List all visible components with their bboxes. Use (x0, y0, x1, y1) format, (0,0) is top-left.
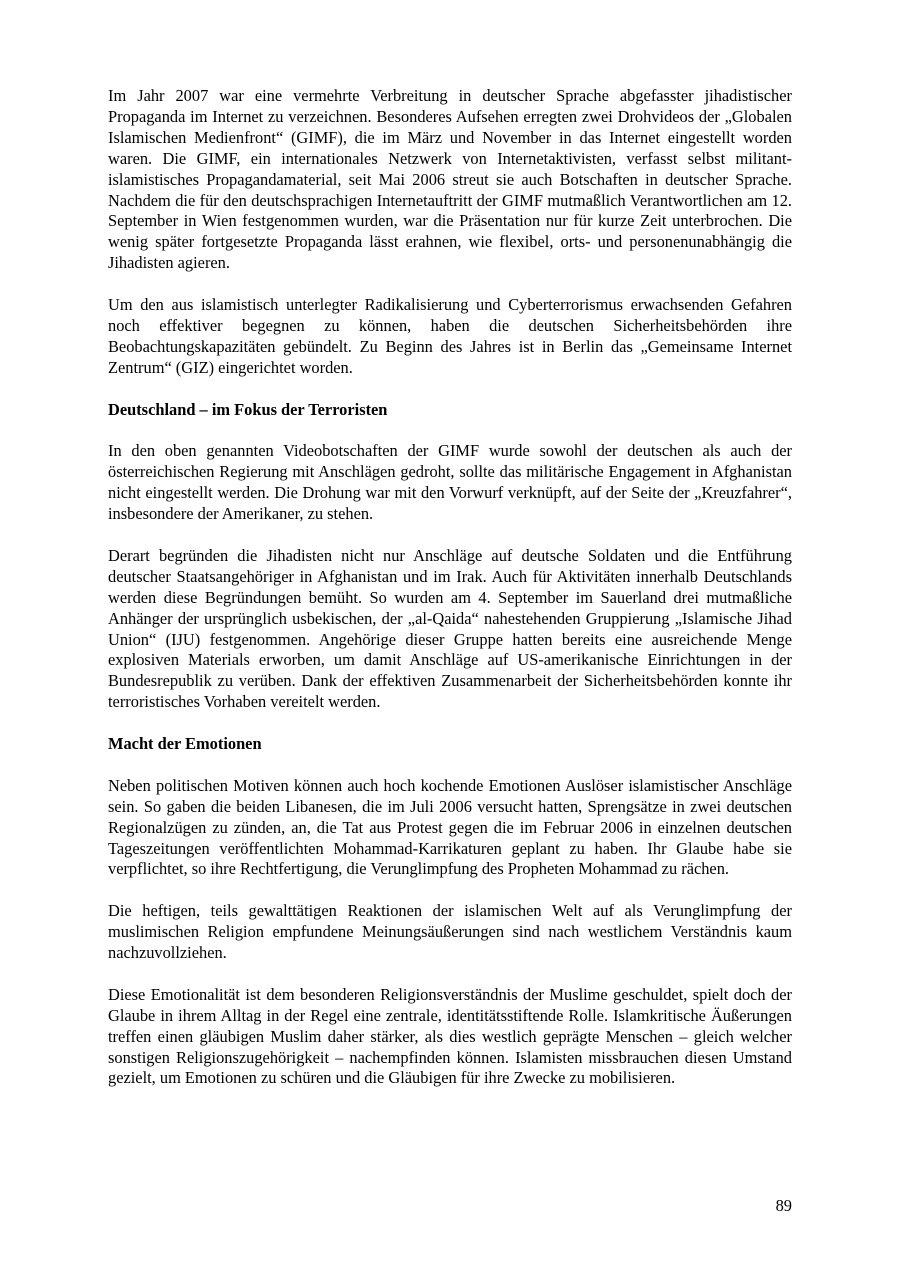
paragraph-giz: Um den aus islamistisch unterlegter Radikalisierung und Cyberterrorismus erwachsenden Gefahren noch effektiver begegnen zu können, haben die deutschen Sicherheitsbehörden ihre Beobachtungskapazitäten gebündelt. Zu Beginn des Jahres ist in Berlin das „Gemeinsame Internet Zentrum“ (GIZ) eingerichtet worden. (108, 295, 792, 377)
paragraph-gimf-propaganda: Im Jahr 2007 war eine vermehrte Verbreitung in deutscher Sprache abgefasster jihadistischer Propaganda im Internet zu verzeichnen. Besonderes Aufsehen erregten zwei Drohvideos der „Globalen Islamischen Medienfront“ (GIMF), die im März und November in das Internet eingestellt worden waren. Die GIMF, ein internationales Netzwerk von Internetaktivisten, verfasst selbst militant-islamistisches Propagandamaterial, seit Mai 2006 streut sie auch Botschaften in deutscher Sprache. Nachdem die für den deutschsprachigen Internetauftritt der GIMF mutmaßlich Verantwortlichen am 12. September in Wien festgenommen wurden, war die Präsentation nur für kurze Zeit unterbrochen. Die wenig später fortgesetzte Propaganda lässt erahnen, wie flexibel, orts- und personenunabhängig die Jihadisten agieren. (108, 86, 792, 273)
document-body (108, 86, 792, 1110)
page-number: 89 (775, 1196, 792, 1215)
section-heading-emotionen: Macht der Emotionen (108, 734, 262, 754)
section-heading-deutschland: Deutschland – im Fokus der Terroristen (108, 399, 388, 419)
paragraph-reaktionen: Die heftigen, teils gewalttätigen Reaktionen der islamischen Welt auf als Verunglimpfung der muslimischen Religion empfundene Meinungsäußerungen sind nach westlichem Verständnis kaum nachzuvollziehen. (108, 901, 792, 963)
paragraph-libanesen: Neben politischen Motiven können auch hoch kochende Emotionen Auslöser islamistischer Anschläge sein. So gaben die beiden Libanesen, die im Juli 2006 versucht hatten, Sprengsätze in zwei deutschen Regionalzügen zu zünden, an, die Tat aus Protest gegen die im Februar 2006 in einzelnen deutschen Tageszeitungen veröffentlichten Mohammad-Karrikaturen geplant zu haben. Ihr Glaube habe sie verpflichtet, so ihre Rechtfertigung, die Verunglimpfung des Propheten Mohammad zu rächen. (108, 775, 792, 879)
paragraph-videobotschaften: In den oben genannten Videobotschaften der GIMF wurde sowohl der deutschen als auch der österreichischen Regierung mit Anschlägen gedroht, sollte das militärische Engagement in Afghanistan nicht eingestellt werden. Die Drohung war mit den Vorwurf verknüpft, auf der Seite der „Kreuzfahrer“, insbesondere der Amerikaner, zu stehen. (108, 441, 792, 524)
paragraph-sauerland: Derart begründen die Jihadisten nicht nur Anschläge auf deutsche Soldaten und die Entführung deutscher Staatsangehöriger in Afghanistan und im Irak. Auch für Aktivitäten innerhalb Deutschlands werden diese Begründungen bemüht. So wurden am 4. September im Sauerland drei mutmaßliche Anhänger der ursprünglich usbekischen, der „al-Qaida“ nahestehenden Gruppierung „Islamische Jihad Union“ (IJU) festgenommen. Angehörige dieser Gruppe hatten bereits eine ausreichende Menge explosiven Materials erworben, um damit Anschläge auf US-amerikanische Einrichtungen in der Bundesrepublik zu verüben. Dank der effektiven Zusammenarbeit der Sicherheitsbehörden konnte ihr terroristisches Vorhaben vereitelt werden. (108, 545, 792, 712)
paragraph-emotionalitaet: Diese Emotionalität ist dem besonderen Religionsverständnis der Muslime geschuldet, spielt doch der Glaube in ihrem Alltag in der Regel eine zentrale, identitätsstiftende Rolle. Islamkritische Äußerungen treffen einen gläubigen Muslim daher stärker, als dies westlich geprägte Menschen – gleich welcher sonstigen Religionszugehörigkeit – nachempfinden können. Islamisten missbrauchen diesen Umstand gezielt, um Emotionen zu schüren und die Gläubigen für ihre Zwecke zu mobilisieren. (108, 984, 792, 1088)
